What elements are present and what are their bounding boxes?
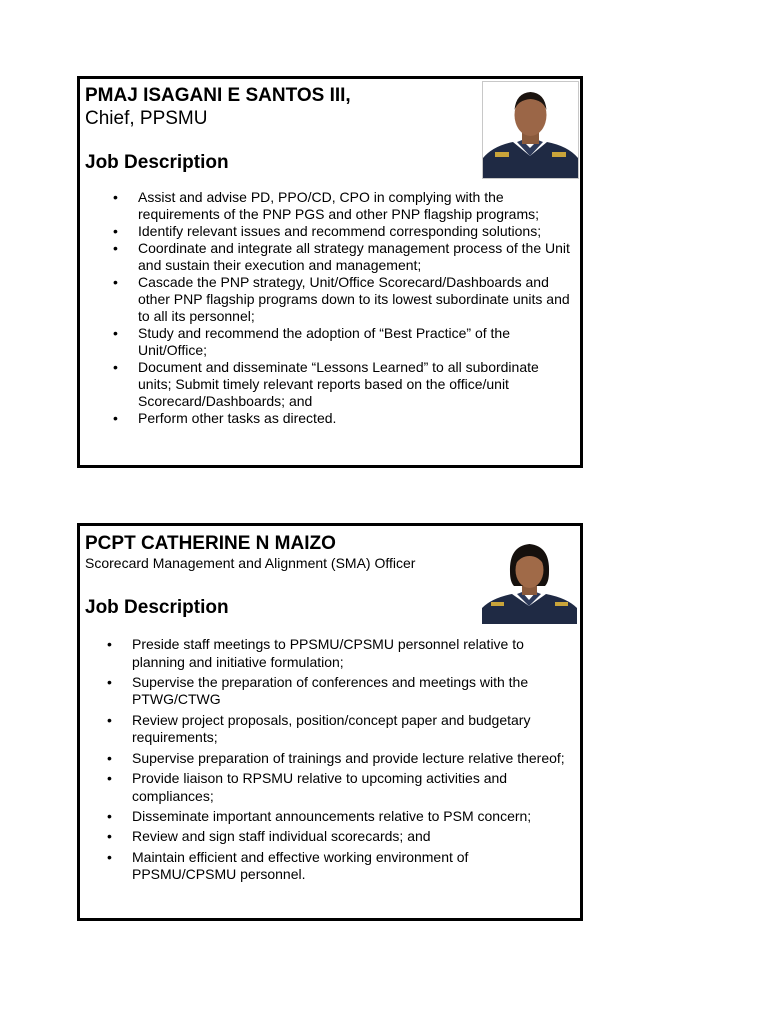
officer-card-santos: [77, 76, 583, 468]
duty-item: • Preside staff meetings to PPSMU/CPSMU personnel relative to planning and initiative formulation;: [132, 636, 572, 671]
officer-portrait-photo: [482, 538, 577, 624]
job-description-heading: Job Description: [85, 152, 229, 173]
officer-card-maizo: [77, 523, 583, 921]
duty-item: • Review and sign staff individual scorecards; and: [132, 828, 572, 846]
duty-item: • Disseminate important announcements relative to PSM concern;: [132, 808, 572, 826]
officer-position: Scorecard Management and Alignment (SMA) Officer: [85, 555, 416, 571]
officer-position: Chief, PPSMU: [85, 108, 208, 129]
duty-item: • Provide liaison to RPSMU relative to upcoming activities and compliances;: [132, 770, 572, 805]
officer-name: PMAJ ISAGANI E SANTOS III,: [85, 85, 351, 106]
duty-item: • Identify relevant issues and recommend corresponding solutions;: [138, 223, 570, 240]
job-duties-list: [138, 189, 570, 427]
duty-item: • Review project proposals, position/concept paper and budgetary requirements;: [132, 712, 572, 747]
duty-item: • Coordinate and integrate all strategy management process of the Unit and sustain their execution and management;: [138, 240, 570, 274]
duty-item: • Supervise preparation of trainings and provide lecture relative thereof;: [132, 750, 572, 768]
duty-item: • Supervise the preparation of conferences and meetings with the PTWG/CTWG: [132, 674, 572, 709]
duty-item: • Study and recommend the adoption of “Best Practice” of the Unit/Office;: [138, 325, 570, 359]
officer-portrait-photo: [482, 81, 579, 179]
duty-item: • Document and disseminate “Lessons Learned” to all subordinate units; Submit timely relevant reports based on the office/unit Scorecard/Dashboards; and: [138, 359, 570, 410]
duty-item: • Assist and advise PD, PPO/CD, CPO in complying with the requirements of the PNP PGS and other PNP flagship programs;: [138, 189, 570, 223]
job-description-heading: Job Description: [85, 597, 229, 618]
duty-item: • Cascade the PNP strategy, Unit/Office Scorecard/Dashboards and other PNP flagship programs down to its lowest subordinate units and to all its personnel;: [138, 274, 570, 325]
officer-name: PCPT CATHERINE N MAIZO: [85, 533, 336, 554]
duty-item: • Maintain efficient and effective working environment of PPSMU/CPSMU personnel.: [132, 849, 572, 884]
job-duties-list: [132, 636, 572, 887]
duty-item: • Perform other tasks as directed.: [138, 410, 570, 427]
